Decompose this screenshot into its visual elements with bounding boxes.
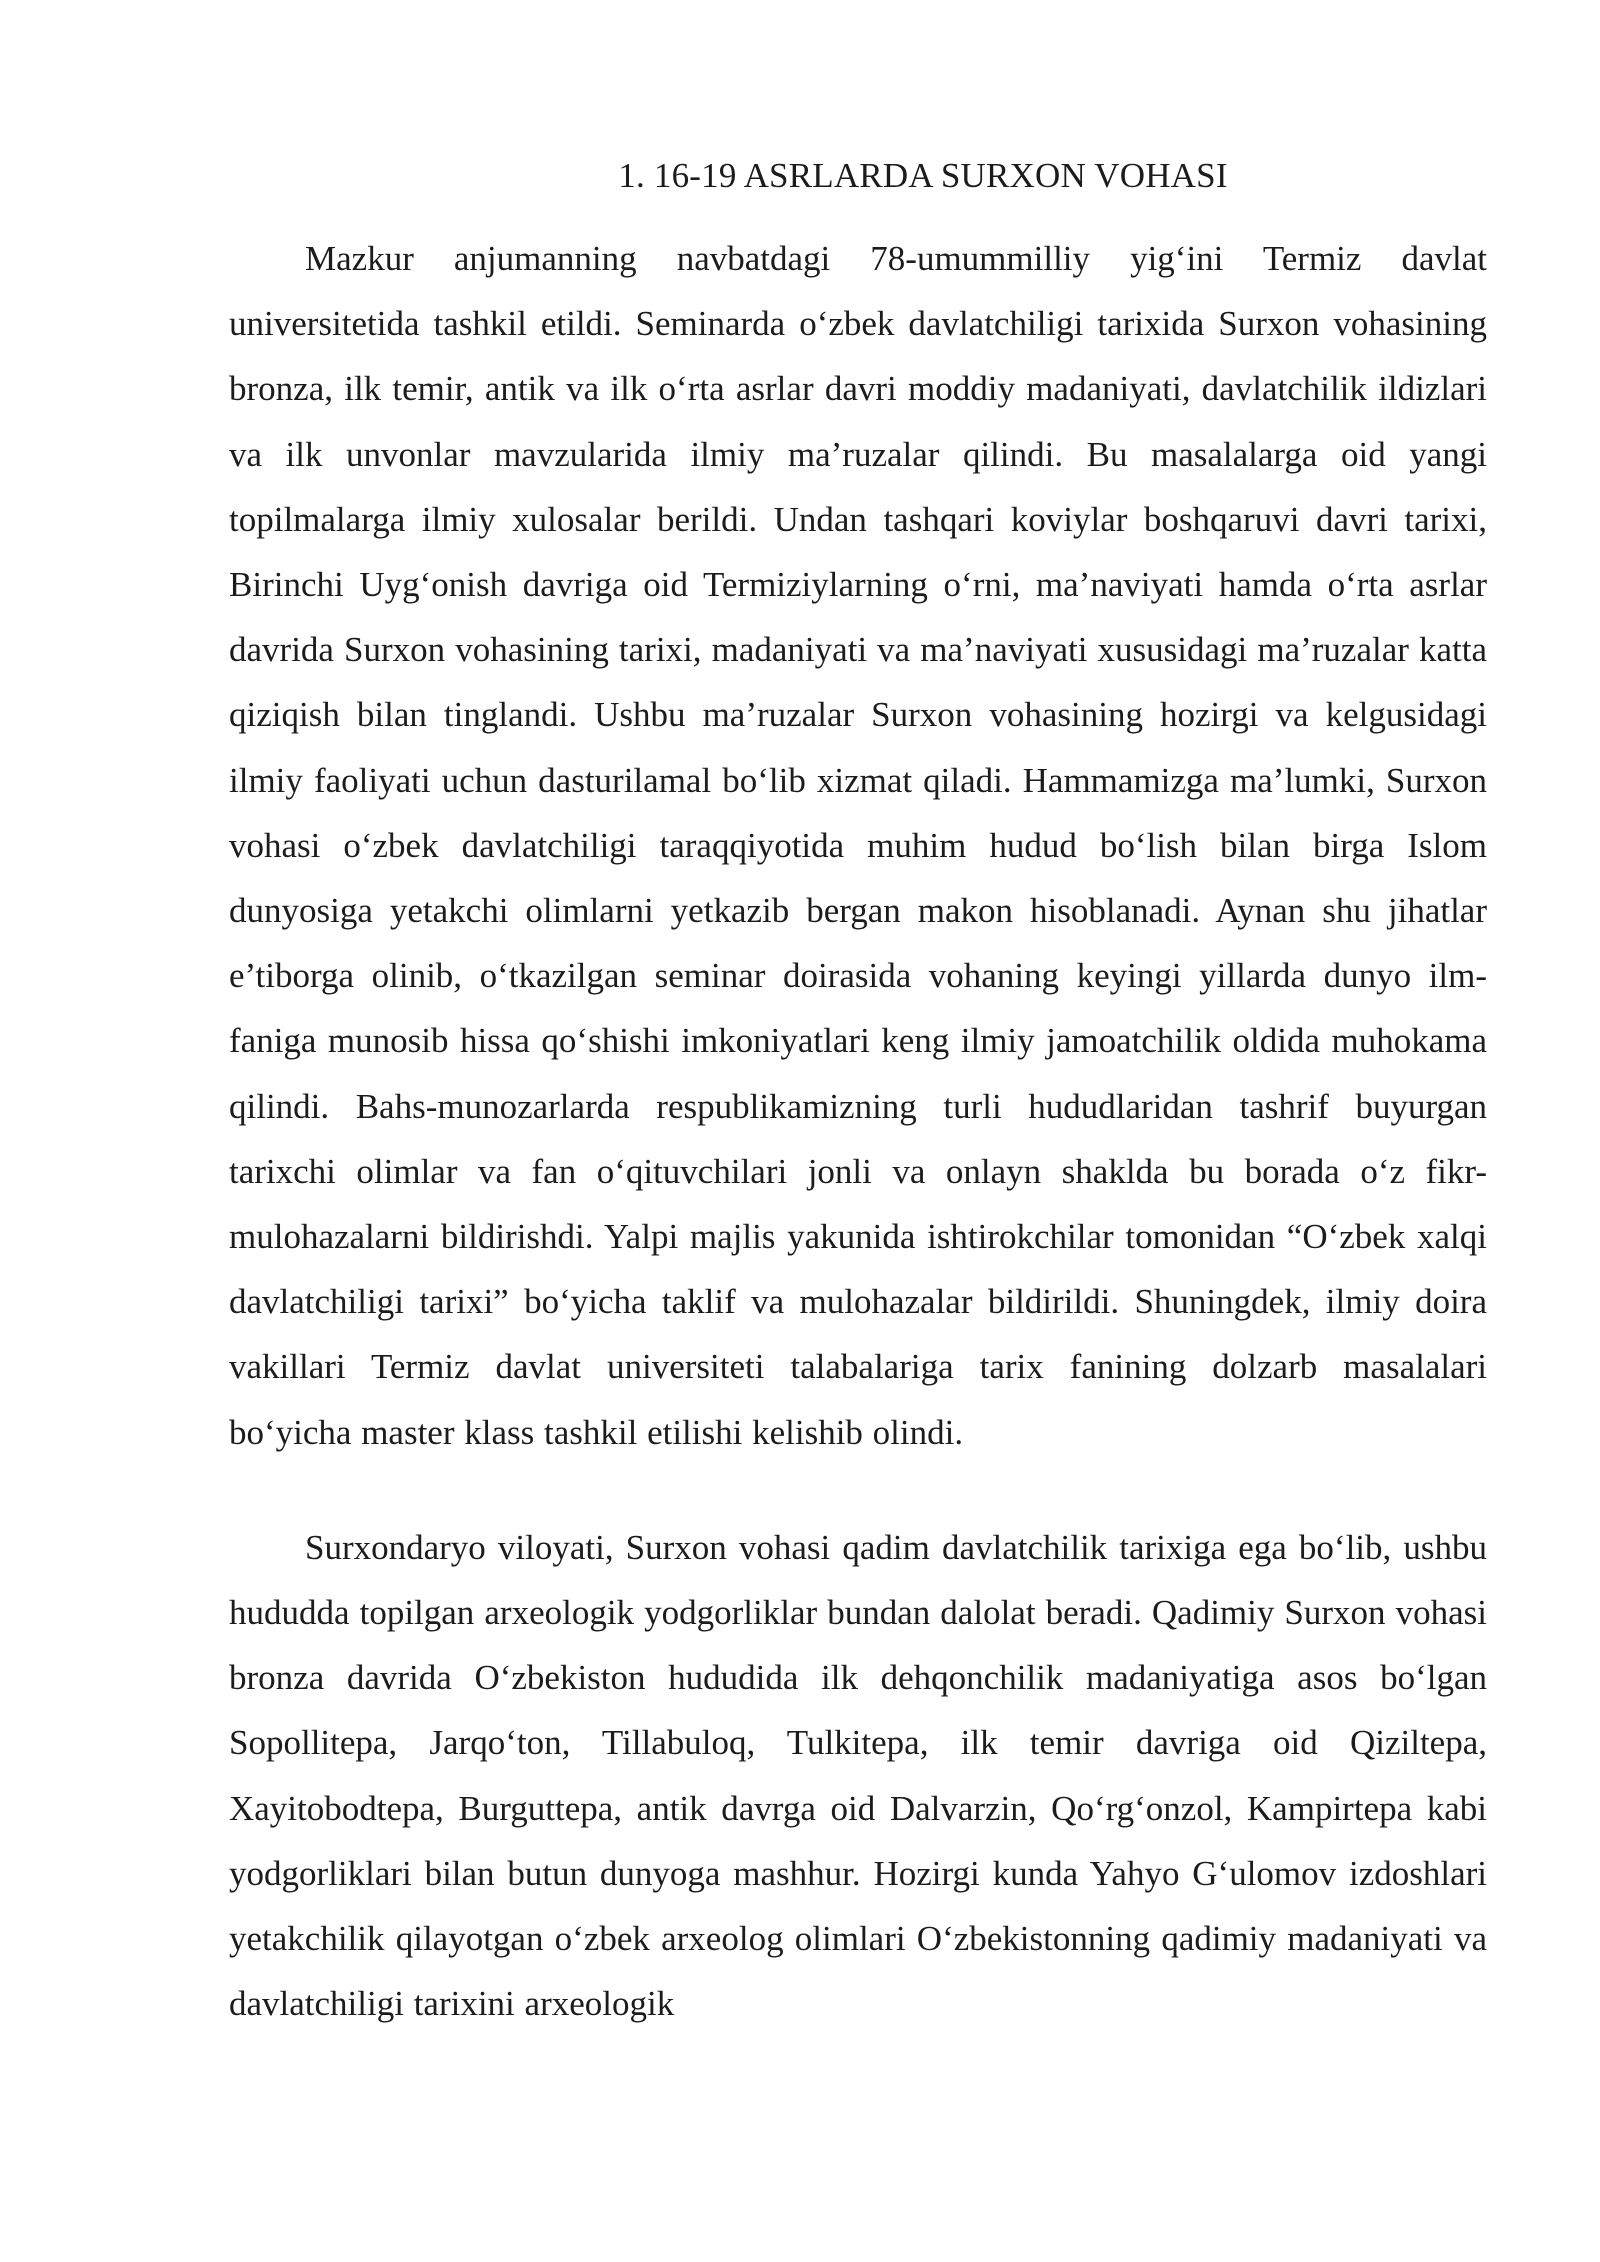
paragraph-surxondaryo: Surxondaryo viloyati, Surxon vohasi qadim davlatchilik tarixiga ega bo‘lib, ushbu hududda topilgan arxeologik yodgorliklar bundan dalolat beradi. Qadimiy Surxon vohasi bronza davrida O‘zbekiston hududida ilk dehqonchilik madaniyatiga asos bo‘lgan Sopollitepa, Jarqo‘ton, Tillabuloq, Tulkitepa, ilk temir davriga oid Qiziltepa, Xayitobodtepa, Burguttepa, antik davrga oid Dalvarzin, Qo‘rg‘onzol, Kampirtepa kabi yodgorliklari bilan butun dunyoga mashhur. Hozirgi kunda Yahyo G‘ulomov izdoshlari yetakchilik qilayotgan o‘zbek arxeolog olimlari O‘zbekistonning qadimiy madaniyati va davlatchiligi tarixini arxeologik (229, 1527, 1487, 2024)
section-heading: 1. 16-19 ASRLARDA SURXON VOHASI (618, 156, 1228, 195)
paragraph-seminar: Mazkur anjumanning navbatdagi 78-umummilliy yig‘ini Termiz davlat universitetida tashkil etildi. Seminarda o‘zbek davlatchiligi tarixida Surxon vohasining bronza, ilk temir, antik va ilk o‘rta asrlar davri moddiy madaniyati, davlatchilik ildizlari va ilk unvonlar mavzularida ilmiy ma’ruzalar qilindi. Bu masalalarga oid yangi topilmalarga ilmiy xulosalar berildi. Undan tashqari koviylar boshqaruvi davri tarixi, Birinchi Uyg‘onish davriga oid Termiziylarning o‘rni, ma’naviyati hamda o‘rta asrlar davrida Surxon vohasining tarixi, madaniyati va ma’naviyati xususidagi ma’ruzalar katta qiziqish bilan tinglandi. Ushbu ma’ruzalar Surxon vohasining hozirgi va kelgusidagi ilmiy faoliyati uchun dasturilamal bo‘lib xizmat qiladi. Hammamizga ma’lumki, Surxon vohasi o‘zbek davlatchiligi taraqqiyotida muhim hudud bo‘lish bilan birga Islom dunyosiga yetakchi olimlarni yetkazib bergan makon hisoblanadi. Aynan shu jihatlar e’tiborga olinib, o‘tkazilgan seminar doirasida vohaning keyingi yillarda dunyo ilm-faniga munosib hissa qo‘shishi imkoniyatlari keng ilmiy jamoatchilik oldida muhokama qilindi. Bahs-munozarlarda respublikamizning turli hududlaridan tashrif buyurgan tarixchi olimlar va fan o‘qituvchilari jonli va onlayn shaklda bu borada o‘z fikr-mulohazalarni bildirishdi. Yalpi majlis yakunida ishtirokchilar tomonidan “O‘zbek xalqi davlatchiligi tarixi” bo‘yicha taklif va mulohazalar bildirildi. Shuningdek, ilmiy doira vakillari Termiz davlat universiteti talabalariga tarix fanining dolzarb masalalari bo‘yicha master klass tashkil etilishi kelishib olindi. (229, 239, 1487, 1452)
page-content (229, 150, 1487, 2036)
